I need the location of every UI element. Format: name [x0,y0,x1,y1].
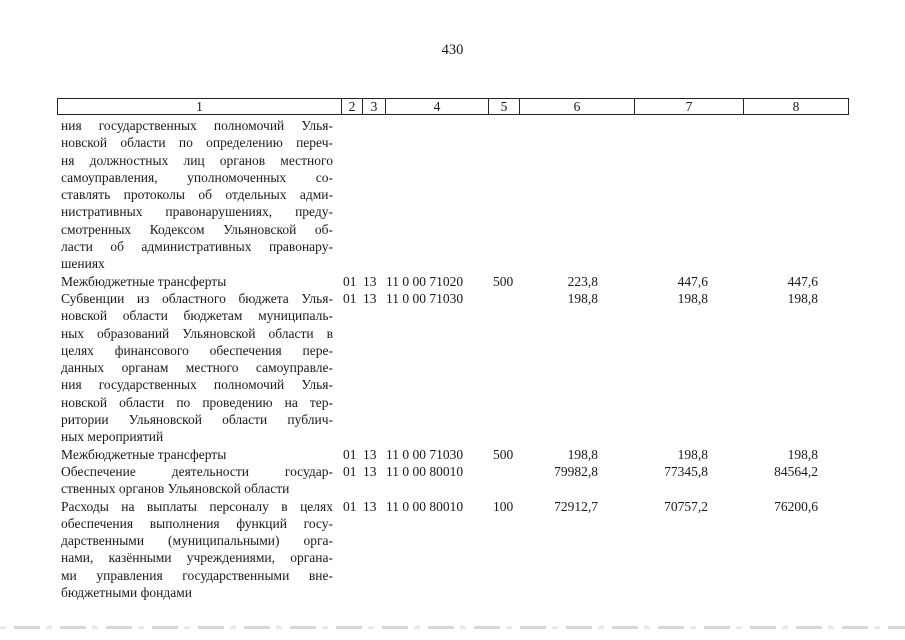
cell-c3: 13 [363,291,377,306]
description-line: Расходы на выплаты персоналу в целях [61,498,333,514]
table-row [0,273,905,290]
cell-c7: 77345,8 [664,464,708,479]
description-line: обеспечения выполнения функций госу- [61,515,333,531]
cell-c7: 198,8 [677,291,708,306]
description-line: ласти об административных правонару- [61,239,333,255]
description-line: смотренных Кодексом Ульяновской об- [61,221,333,237]
description-line: данных органам местного самоуправле- [61,360,333,376]
cell-c2: 01 [343,291,357,306]
cell-c8: 76200,6 [774,498,818,514]
description-line: новской области по проведению на тер- [61,394,333,410]
table-row [0,117,905,273]
header-col-7: 7 [634,99,743,114]
description-line: целях финансового обеспечения пере- [61,342,333,358]
cell-c2: 01 [343,498,357,514]
cell-c7: 447,6 [677,273,708,289]
header-col-5: 5 [488,99,519,114]
description-line: новской области по определению переч- [61,135,333,151]
table-header [57,98,849,115]
description-line: ственных органов Ульяновской области [61,481,290,497]
cell-c3: 13 [363,446,377,462]
description-line: шениях [61,256,105,272]
description-line: ния государственных полномочий Улья- [61,377,333,393]
cell-c6: 79982,8 [554,464,598,479]
cell-c8: 84564,2 [774,464,818,479]
cell-c6: 223,8 [567,273,598,289]
cell-c4: 11 0 00 71030 [386,446,464,462]
header-col-3: 3 [362,99,385,114]
description-line: новской области бюджетам муниципаль- [61,308,333,324]
description-line: ня должностных лиц органов местного [61,152,333,168]
row-description [61,498,333,602]
description-line: нами, казёнными учреждениями, органа- [61,550,333,566]
cell-c7: 198,8 [677,446,708,462]
description-line: ми управления государственными вне- [61,567,333,583]
cell-c5: 500 [493,446,514,462]
description-line: ных мероприятий [61,429,164,445]
cell-c8: 198,8 [787,291,818,306]
cell-c6: 72912,7 [554,498,598,514]
description-line: бюджетными фондами [61,585,192,601]
header-col-6: 6 [519,99,634,114]
cell-c2: 01 [343,446,357,462]
cell-c6: 198,8 [567,291,598,306]
description-line: ния государственных полномочий Улья- [61,118,333,133]
cell-c6: 198,8 [567,446,598,462]
description-line: самоуправления, уполномоченных со- [61,169,333,185]
cell-c3: 13 [363,464,377,479]
cell-c4: 11 0 00 71030 [386,291,464,306]
cell-c7: 70757,2 [664,498,708,514]
cell-c3: 13 [363,273,377,289]
cell-c2: 01 [343,464,357,479]
description-line: ных образований Ульяновской области в [61,325,333,341]
header-col-1: 1 [196,99,203,114]
description-line: ставлять протоколы об отдельных адми- [61,187,333,203]
cell-c2: 01 [343,273,357,289]
row-description [61,463,333,498]
header-col-2: 2 [341,99,362,114]
row-description [61,273,333,290]
cell-c3: 13 [363,498,377,514]
description-line: нистративных правонарушениях, преду- [61,204,333,220]
table-row [0,290,905,446]
cell-c8: 198,8 [787,446,818,462]
header-col-4: 4 [385,99,488,114]
row-description [61,290,333,446]
cell-c8: 447,6 [787,273,818,289]
row-description [61,446,333,463]
table-row [0,463,905,498]
description-line: Межбюджетные трансферты [61,446,227,462]
table-row [0,446,905,463]
header-col-8: 8 [743,99,848,114]
page-number: 430 [441,42,464,58]
row-description [61,117,333,273]
description-line: Межбюджетные трансферты [61,273,227,289]
cell-c4: 11 0 00 80010 [386,464,464,479]
cell-c4: 11 0 00 80010 [386,498,464,514]
table-row [0,498,905,602]
description-line: Обеспечение деятельности государ- [61,464,333,479]
scan-artifact [0,626,905,629]
cell-c5: 100 [493,498,514,514]
description-line: ритории Ульяновской области публич- [61,412,333,428]
description-line: дарственными (муниципальными) орга- [61,533,333,549]
cell-c5: 500 [493,273,514,289]
cell-c4: 11 0 00 71020 [386,273,464,289]
description-line: Субвенции из областного бюджета Улья- [61,291,333,306]
